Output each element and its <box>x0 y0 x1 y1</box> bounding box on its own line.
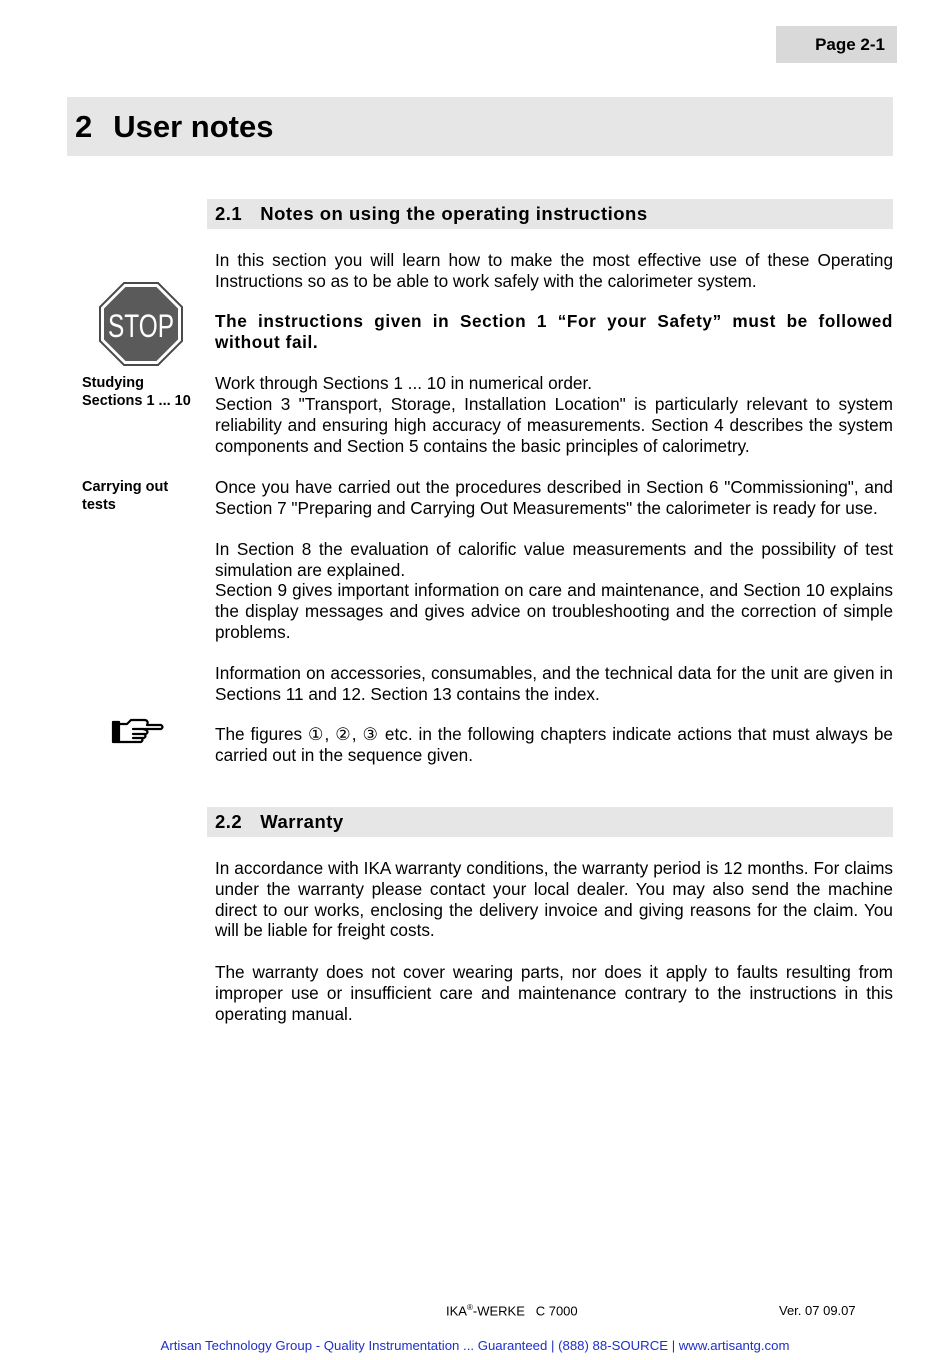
section-number: 2.2 <box>215 811 243 832</box>
footer-product <box>446 1303 578 1318</box>
chapter-number: 2 <box>75 108 93 144</box>
page-number-tag <box>776 26 897 63</box>
tests-paragraph-1: Once you have carried out the procedures described in Section 6 "Commissioning", and Section 7 "Preparing and Carrying Out Measurements" the calorimeter is ready for use. <box>215 477 893 518</box>
figures-note-paragraph: The figures ①, ②, ③ etc. in the following chapters indicate actions that must always be carried out in the sequence given. <box>215 724 893 765</box>
footer-version: Ver. 07 09.07 <box>779 1303 856 1318</box>
section-title: Warranty <box>260 811 344 832</box>
footer-brand: IKA <box>446 1303 467 1319</box>
artisan-footer-link[interactable]: Artisan Technology Group - Quality Instrumentation ... Guaranteed | (888) 88-SOURCE | www.artisantg.com <box>160 1338 790 1353</box>
section-heading-2-2 <box>207 807 893 837</box>
pointing-hand-icon <box>111 716 165 748</box>
warranty-paragraph-2: The warranty does not cover wearing parts, nor does it apply to faults resulting from improper use or insufficient care and maintenance contrary to the instructions in this operating manual. <box>215 962 893 1024</box>
side-label-line: tests <box>82 497 116 513</box>
side-label-line: Sections 1 ... 10 <box>82 393 191 409</box>
stop-sign-icon <box>99 282 183 366</box>
registered-mark: ® <box>466 1303 473 1312</box>
chapter-heading <box>67 97 893 156</box>
section-heading-2-1 <box>207 199 893 229</box>
chapter-title: User notes <box>113 108 274 144</box>
section-title: Notes on using the operating instructions <box>260 203 648 224</box>
side-label-line: Studying <box>82 375 145 391</box>
warranty-paragraph-1: In accordance with IKA warranty conditions, the warranty period is 12 months. For claims under the warranty please contact your local dealer. You may also send the machine direct to our works, enclosing the delivery invoice and giving reasons for the claim. You will be liable for freight costs. <box>215 858 893 941</box>
studying-first-line: Work through Sections 1 ... 10 in numerical order. <box>215 373 593 393</box>
section-number: 2.1 <box>215 203 243 224</box>
studying-paragraph: Section 3 "Transport, Storage, Installation Location" is particularly relevant to system reliability and ensuring high accuracy of measurements. Section 4 describes the system components and Section 5 contains the basic principles of calorimetry. <box>215 394 893 456</box>
page-number-label: Page 2-1 <box>815 34 885 54</box>
intro-paragraph: In this section you will learn how to make the most effective use of these Operating Instructions so as to be able to work safely with the calorimeter system. <box>215 250 893 291</box>
tests-paragraph-3: Section 9 gives important information on care and maintenance, and Section 10 explains the display messages and gives advice on troubleshooting and the correction of simple problems. <box>215 580 893 642</box>
safety-warning-paragraph: The instructions given in Section 1 “For your Safety” must be followed without fail. <box>215 311 893 352</box>
side-label-carrying-out-tests <box>82 478 212 514</box>
accessories-paragraph: Information on accessories, consumables, and the technical data for the unit are given in Sections 11 and 12. Section 13 contains the index. <box>215 663 893 704</box>
side-label-studying <box>82 374 212 410</box>
tests-paragraph-2: In Section 8 the evaluation of calorific value measurements and the possibility of test simulation are explained. <box>215 539 893 580</box>
stop-sign-text: STOP <box>108 308 174 344</box>
side-label-line: Carrying out <box>82 479 169 495</box>
footer-model: -WERKE C 7000 <box>472 1303 578 1319</box>
